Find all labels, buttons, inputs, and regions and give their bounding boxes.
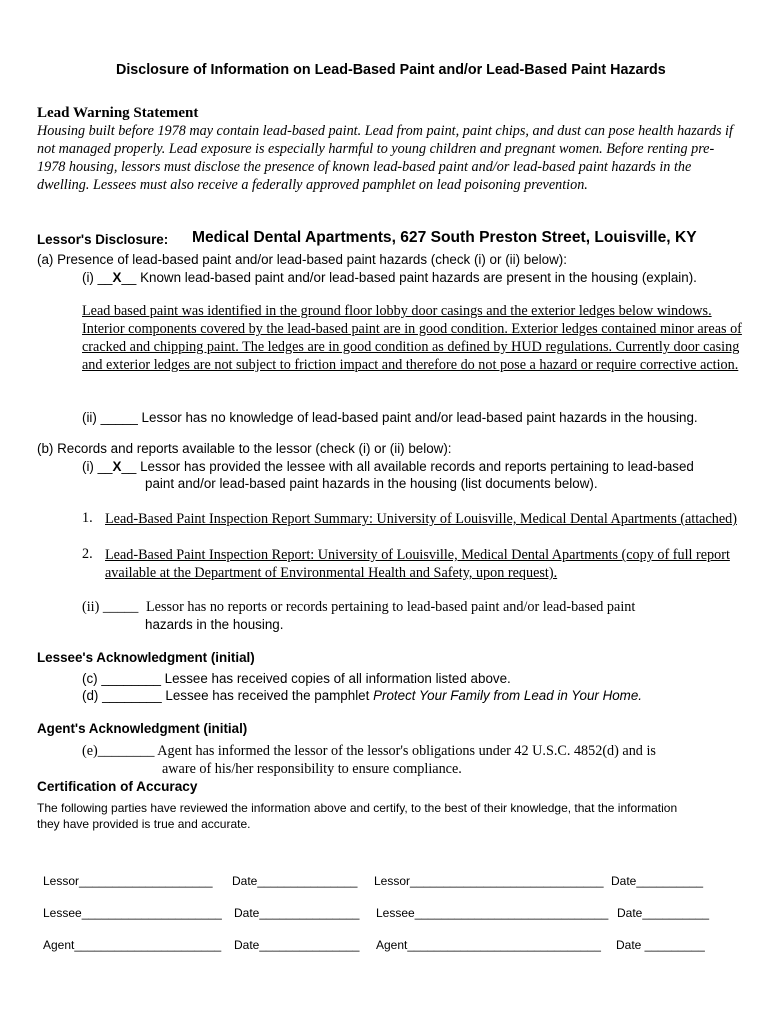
agent-2-date-line[interactable]: Date _________ xyxy=(616,938,705,952)
pamphlet-title: Protect Your Family from Lead in Your Home. xyxy=(373,688,643,703)
section-b-i-line2: paint and/or lead-based paint hazards in the housing (list documents below). xyxy=(145,476,598,491)
explanation-text: Lead based paint was identified in the ground floor lobby door casings and the exterior ledges below windows. Interior components covered by the lead-based paint are in good condition. Exterior ledges contained minor areas of cracked and chipping paint. The ledges are in good condition as defined by HUD regulations. Currently door casing and exterior ledges are not subject to friction impact and therefore do not pose a hazard or require corrective action. xyxy=(82,303,742,373)
agent-date-line[interactable]: Date_______________ xyxy=(234,938,360,952)
b-i-text: __ Lessor has provided the lessee with all available records and reports pertaining to lead-based xyxy=(121,459,694,474)
lessee-2-date-line[interactable]: Date__________ xyxy=(617,906,710,920)
lessee-ack-d xyxy=(82,688,642,703)
agent-ack-e: (e)________ Agent has informed the lessor of the lessor's obligations under 42 U.S.C. 4852(d) and is xyxy=(82,743,656,759)
a-i-text: __ Known lead-based paint and/or lead-based paint hazards are present in the housing (explain). xyxy=(121,270,697,285)
section-b-i xyxy=(82,459,694,474)
document-item: Lead-Based Paint Inspection Report Summary: University of Louisville, Medical Dental Apartments (attached) xyxy=(105,511,737,527)
lessor-date-line[interactable]: Date_______________ xyxy=(232,874,358,888)
section-b-ii-prefix: (ii) _____ xyxy=(82,599,139,615)
certification-heading: Certification of Accuracy xyxy=(37,779,198,794)
lessor-2-date-line[interactable]: Date__________ xyxy=(611,874,704,888)
lessee-ack-heading: Lessee's Acknowledgment (initial) xyxy=(37,650,255,665)
document-item: Lead-Based Paint Inspection Report: University of Louisville, Medical Dental Apartments (copy of full report available at the Department of Environmental Health and Safety, upon request). xyxy=(105,547,730,581)
document-title: Disclosure of Information on Lead-Based Paint and/or Lead-Based Paint Hazards xyxy=(116,62,666,78)
certification-text: The following parties have reviewed the information above and certify, to the best of their knowledge, that the information xyxy=(37,801,678,815)
certification-text-line2: they have provided is true and accurate. xyxy=(37,817,251,831)
warning-heading: Lead Warning Statement xyxy=(37,105,199,121)
lessor-disclosure-label: Lessor's Disclosure: xyxy=(37,232,169,247)
section-a-ii: (ii) _____ Lessor has no knowledge of lead-based paint and/or lead-based paint hazards in the housing. xyxy=(82,410,698,425)
agent-signature-line[interactable]: Agent______________________ xyxy=(43,938,222,952)
b-i-prefix: (i) __ xyxy=(82,459,113,474)
lessee-2-signature-line[interactable]: Lessee_____________________________ xyxy=(376,906,609,920)
lessee-signature-line[interactable]: Lessee_____________________ xyxy=(43,906,222,920)
lessor-signature-line[interactable]: Lessor____________________ xyxy=(43,874,213,888)
section-a-heading: (a) Presence of lead-based paint and/or lead-based paint hazards (check (i) or (ii) below): xyxy=(37,252,567,267)
section-b-heading: (b) Records and reports available to the lessor (check (i) or (ii) below): xyxy=(37,441,452,456)
a-i-prefix: (i) __ xyxy=(82,270,113,285)
a-i-checkmark: X xyxy=(112,270,122,285)
agent-ack-heading: Agent's Acknowledgment (initial) xyxy=(37,721,248,736)
section-b-ii-text: Lessor has no reports or records pertaining to lead-based paint and/or lead-based paint xyxy=(146,599,636,615)
b-i-checkmark: X xyxy=(112,459,122,474)
lessee-ack-d-text: (d) ________ Lessee has received the pamphlet xyxy=(82,688,374,703)
warning-text: Housing built before 1978 may contain lead-based paint. Lead from paint, paint chips, and dust can pose health hazards if not managed properly. Lead exposure is especially harmful to young children and pregnant women. Before renting pre-1978 housing, lessors must disclose the presence of known lead-based paint and/or lead-based paint hazards in the dwelling. Lessees must also receive a federally approved pamphlet on lead poisoning prevention. xyxy=(37,123,733,193)
section-b-ii-line2: hazards in the housing. xyxy=(145,617,284,632)
property-address: Medical Dental Apartments, 627 South Preston Street, Louisville, KY xyxy=(192,229,697,246)
lessee-date-line[interactable]: Date_______________ xyxy=(234,906,360,920)
agent-2-signature-line[interactable]: Agent_____________________________ xyxy=(376,938,601,952)
lessor-2-signature-line[interactable]: Lessor_____________________________ xyxy=(374,874,604,888)
document-number: 1. xyxy=(82,510,93,526)
document-number: 2. xyxy=(82,546,93,562)
section-a-i xyxy=(82,270,697,285)
agent-ack-e-line2: aware of his/her responsibility to ensure compliance. xyxy=(162,761,462,777)
lessee-ack-c: (c) ________ Lessee has received copies of all information listed above. xyxy=(82,671,511,686)
